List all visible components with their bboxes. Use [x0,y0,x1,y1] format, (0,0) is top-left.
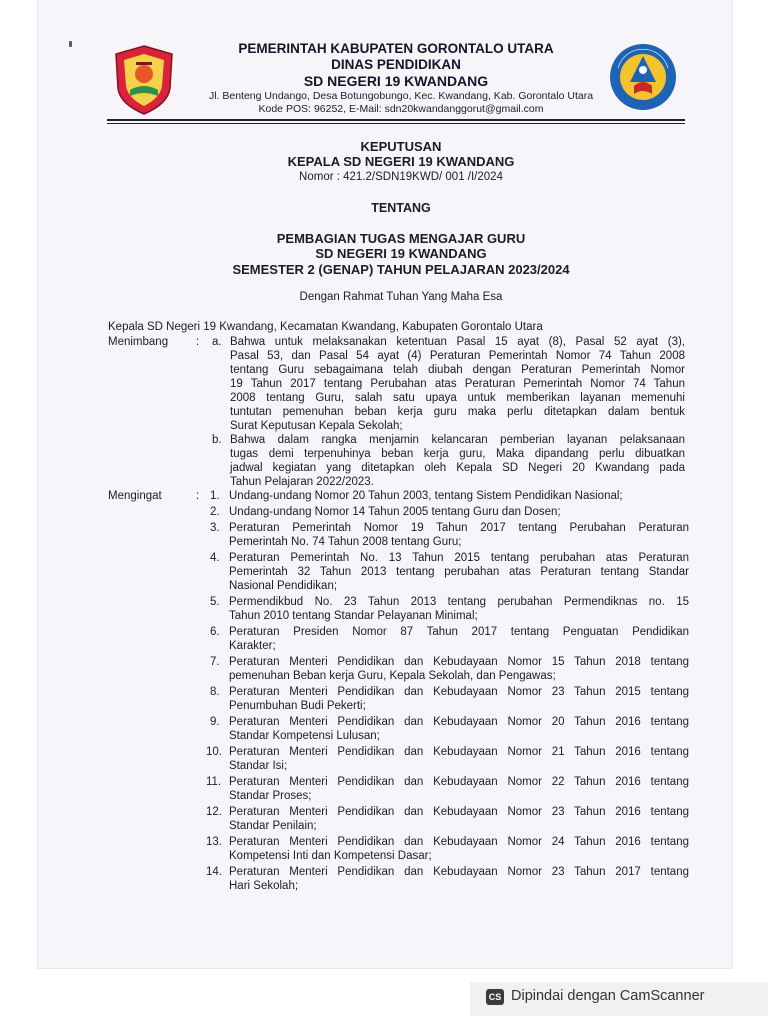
mengingat-marker: 12. [206,806,222,818]
decree-title-2: SD NEGERI 19 KWANDANG [315,246,487,261]
mengingat-text-line: Standar Isi; [229,760,288,772]
mengingat-text-line: Peraturan Menteri Pendidikan dan Kebudayaan Nomor 23 Tahun 2015 tentang [229,686,689,698]
mengingat-text-line: Penumbuhan Budi Pekerti; [229,700,366,712]
mengingat-text-line: Undang-undang Nomor 14 Tahun 2005 tentang Guru dan Dosen; [229,506,561,518]
mengingat-marker: 11. [206,776,222,788]
mengingat-marker: 4. [210,552,220,564]
pen-mark [69,41,72,47]
header-line-3: SD NEGERI 19 KWANDANG [303,73,489,89]
invocation: Dengan Rahmat Tuhan Yang Maha Esa [299,291,503,303]
mengingat-text-line: Peraturan Pemerintah No. 13 Tahun 2015 tentang perubahan atas Peraturan [229,552,689,564]
mengingat-text-line: Permendikbud No. 23 Tahun 2013 tentang perubahan Permendiknas no. 15 [229,596,689,608]
mengingat-marker: 13. [206,836,222,848]
mengingat-text-line: Pemerintah 32 Tahun 2013 tentang perubahan atas Peraturan tentang Standar [229,566,689,578]
menimbang-text-line: tugas demi terpenuhinya beban kerja guru, Maka dipandang perlu dibuatkan [230,448,685,460]
mengingat-marker: 10. [206,746,222,758]
decree-title-1: PEMBAGIAN TUGAS MENGAJAR GURU [276,231,526,246]
mengingat-text-line: Undang-undang Nomor 20 Tahun 2003, tentang Sistem Pendidikan Nasional; [229,490,623,502]
mengingat-text-line: Pemerintah No. 74 Tahun 2008 tentang Guru; [229,536,462,548]
mengingat-text-line: Kompetensi Inti dan Kompetensi Dasar; [229,850,432,862]
header-contact: Kode POS: 96252, E-Mail: sdn20kwandanggorut@gmail.com [258,103,544,115]
mengingat-text-line: Peraturan Menteri Pendidikan dan Kebudayaan Nomor 15 Tahun 2018 tentang [229,656,689,668]
camscanner-text: Dipindai dengan CamScanner [511,988,705,1004]
menimbang-text-line: jadwal kegiatan yang ditetapkan oleh Kepala SD Negeri 20 Kwandang pada [230,462,685,474]
title-keputusan: KEPUTUSAN [360,139,442,154]
menimbang-marker: a. [212,336,222,348]
intro-line: Kepala SD Negeri 19 Kwandang, Kecamatan Kwandang, Kabupaten Gorontalo Utara [108,321,543,333]
menimbang-text-line: 2008 tentang Guru, salah satu upaya untuk memberikan layanan memenuhi [230,392,685,404]
mengingat-text-line: Tahun 2010 tentang Standar Pelayanan Minimal; [229,610,478,622]
menimbang-text-line: tuntutan pemenuhan beban kerja guru maka perlu ditetapkan dalam bentuk [230,406,685,418]
decree-title-3: SEMESTER 2 (GENAP) TAHUN PELAJARAN 2023/2024 [232,262,570,277]
gorontalo-utara-emblem-icon [112,44,176,116]
mengingat-marker: 5. [210,596,220,608]
mengingat-text-line: Peraturan Presiden Nomor 87 Tahun 2017 tentang Penguatan Pendidikan [229,626,689,638]
mengingat-text-line: Peraturan Menteri Pendidikan dan Kebudayaan Nomor 23 Tahun 2016 tentang [229,806,689,818]
menimbang-text-line: tentang Guru sebagaimana telah diubah dengan Peraturan Pemerintah Nomor [230,364,685,376]
mengingat-text-line: Peraturan Pemerintah Nomor 19 Tahun 2017 tentang Perubahan Peraturan [229,522,689,534]
mengingat-text-line: Standar Proses; [229,790,312,802]
mengingat-text-line: Peraturan Menteri Pendidikan dan Kebudayaan Nomor 20 Tahun 2016 tentang [229,716,689,728]
header-address: Jl. Benteng Undango, Desa Botungobungo, Kec. Kwandang, Kab. Gorontalo Utara [208,90,594,102]
mengingat-text-line: Peraturan Menteri Pendidikan dan Kebudayaan Nomor 22 Tahun 2016 tentang [229,776,689,788]
mengingat-marker: 14. [206,866,222,878]
mengingat-text-line: Standar Penilain; [229,820,317,832]
camscanner-icon: CS [486,989,504,1005]
header-rule-thin [107,123,685,124]
menimbang-text-line: Surat Keputusan Kepala Sekolah; [230,420,403,432]
mengingat-text-line: Peraturan Menteri Pendidikan dan Kebudayaan Nomor 21 Tahun 2016 tentang [229,746,689,758]
decree-number: Nomor : 421.2/SDN19KWD/ 001 /I/2024 [299,171,503,183]
menimbang-text-line: Tahun Pelajaran 2022/2023. [230,476,374,488]
mengingat-marker: 6. [210,626,220,638]
mengingat-label: Mengingat [108,490,162,502]
mengingat-text-line: Hari Sekolah; [229,880,299,892]
menimbang-colon: : [196,336,200,348]
mengingat-text-line: Nasional Pendidikan; [229,580,338,592]
menimbang-text-line: 19 Tahun 2017 tentang Perubahan atas Peraturan Pemerintah Nomor 74 Tahun [230,378,685,390]
mengingat-marker: 8. [210,686,220,698]
menimbang-marker: b. [212,434,222,446]
mengingat-colon: : [196,490,200,502]
menimbang-text-line: Bahwa dalam rangka menjamin kelancaran pemberian layanan pelaksanaan [230,434,685,446]
title-kepala: KEPALA SD NEGERI 19 KWANDANG [287,154,515,169]
title-tentang: TENTANG [371,201,431,215]
mengingat-text-line: pemenuhan Beban kerja Guru, Kepala Sekolah, dan Pengawas; [229,670,556,682]
mengingat-marker: 2. [210,506,220,518]
mengingat-text-line: Karakter; [229,640,276,652]
mengingat-text-line: Peraturan Menteri Pendidikan dan Kebudayaan Nomor 23 Tahun 2017 tentang [229,866,689,878]
menimbang-text-line: Bahwa untuk melaksanakan ketentuan Pasal 15 ayat (8), Pasal 52 ayat (3), [230,336,685,348]
menimbang-label: Menimbang [108,336,169,348]
mengingat-marker: 1. [210,490,220,502]
header-rule-thick [107,119,685,121]
header-line-1: PEMERINTAH KABUPATEN GORONTALO UTARA [238,41,554,56]
tut-wuri-handayani-logo-icon [608,42,678,112]
mengingat-text-line: Standar Kompetensi Lulusan; [229,730,380,742]
header-line-2: DINAS PENDIDIKAN [331,57,461,72]
menimbang-text-line: Pasal 53, dan Pasal 54 ayat (4) Peraturan Pemerintah Nomor 74 Tahun 2008 [230,350,685,362]
mengingat-marker: 7. [210,656,220,668]
mengingat-marker: 3. [210,522,220,534]
mengingat-text-line: Peraturan Menteri Pendidikan dan Kebudayaan Nomor 24 Tahun 2016 tentang [229,836,689,848]
mengingat-marker: 9. [210,716,220,728]
